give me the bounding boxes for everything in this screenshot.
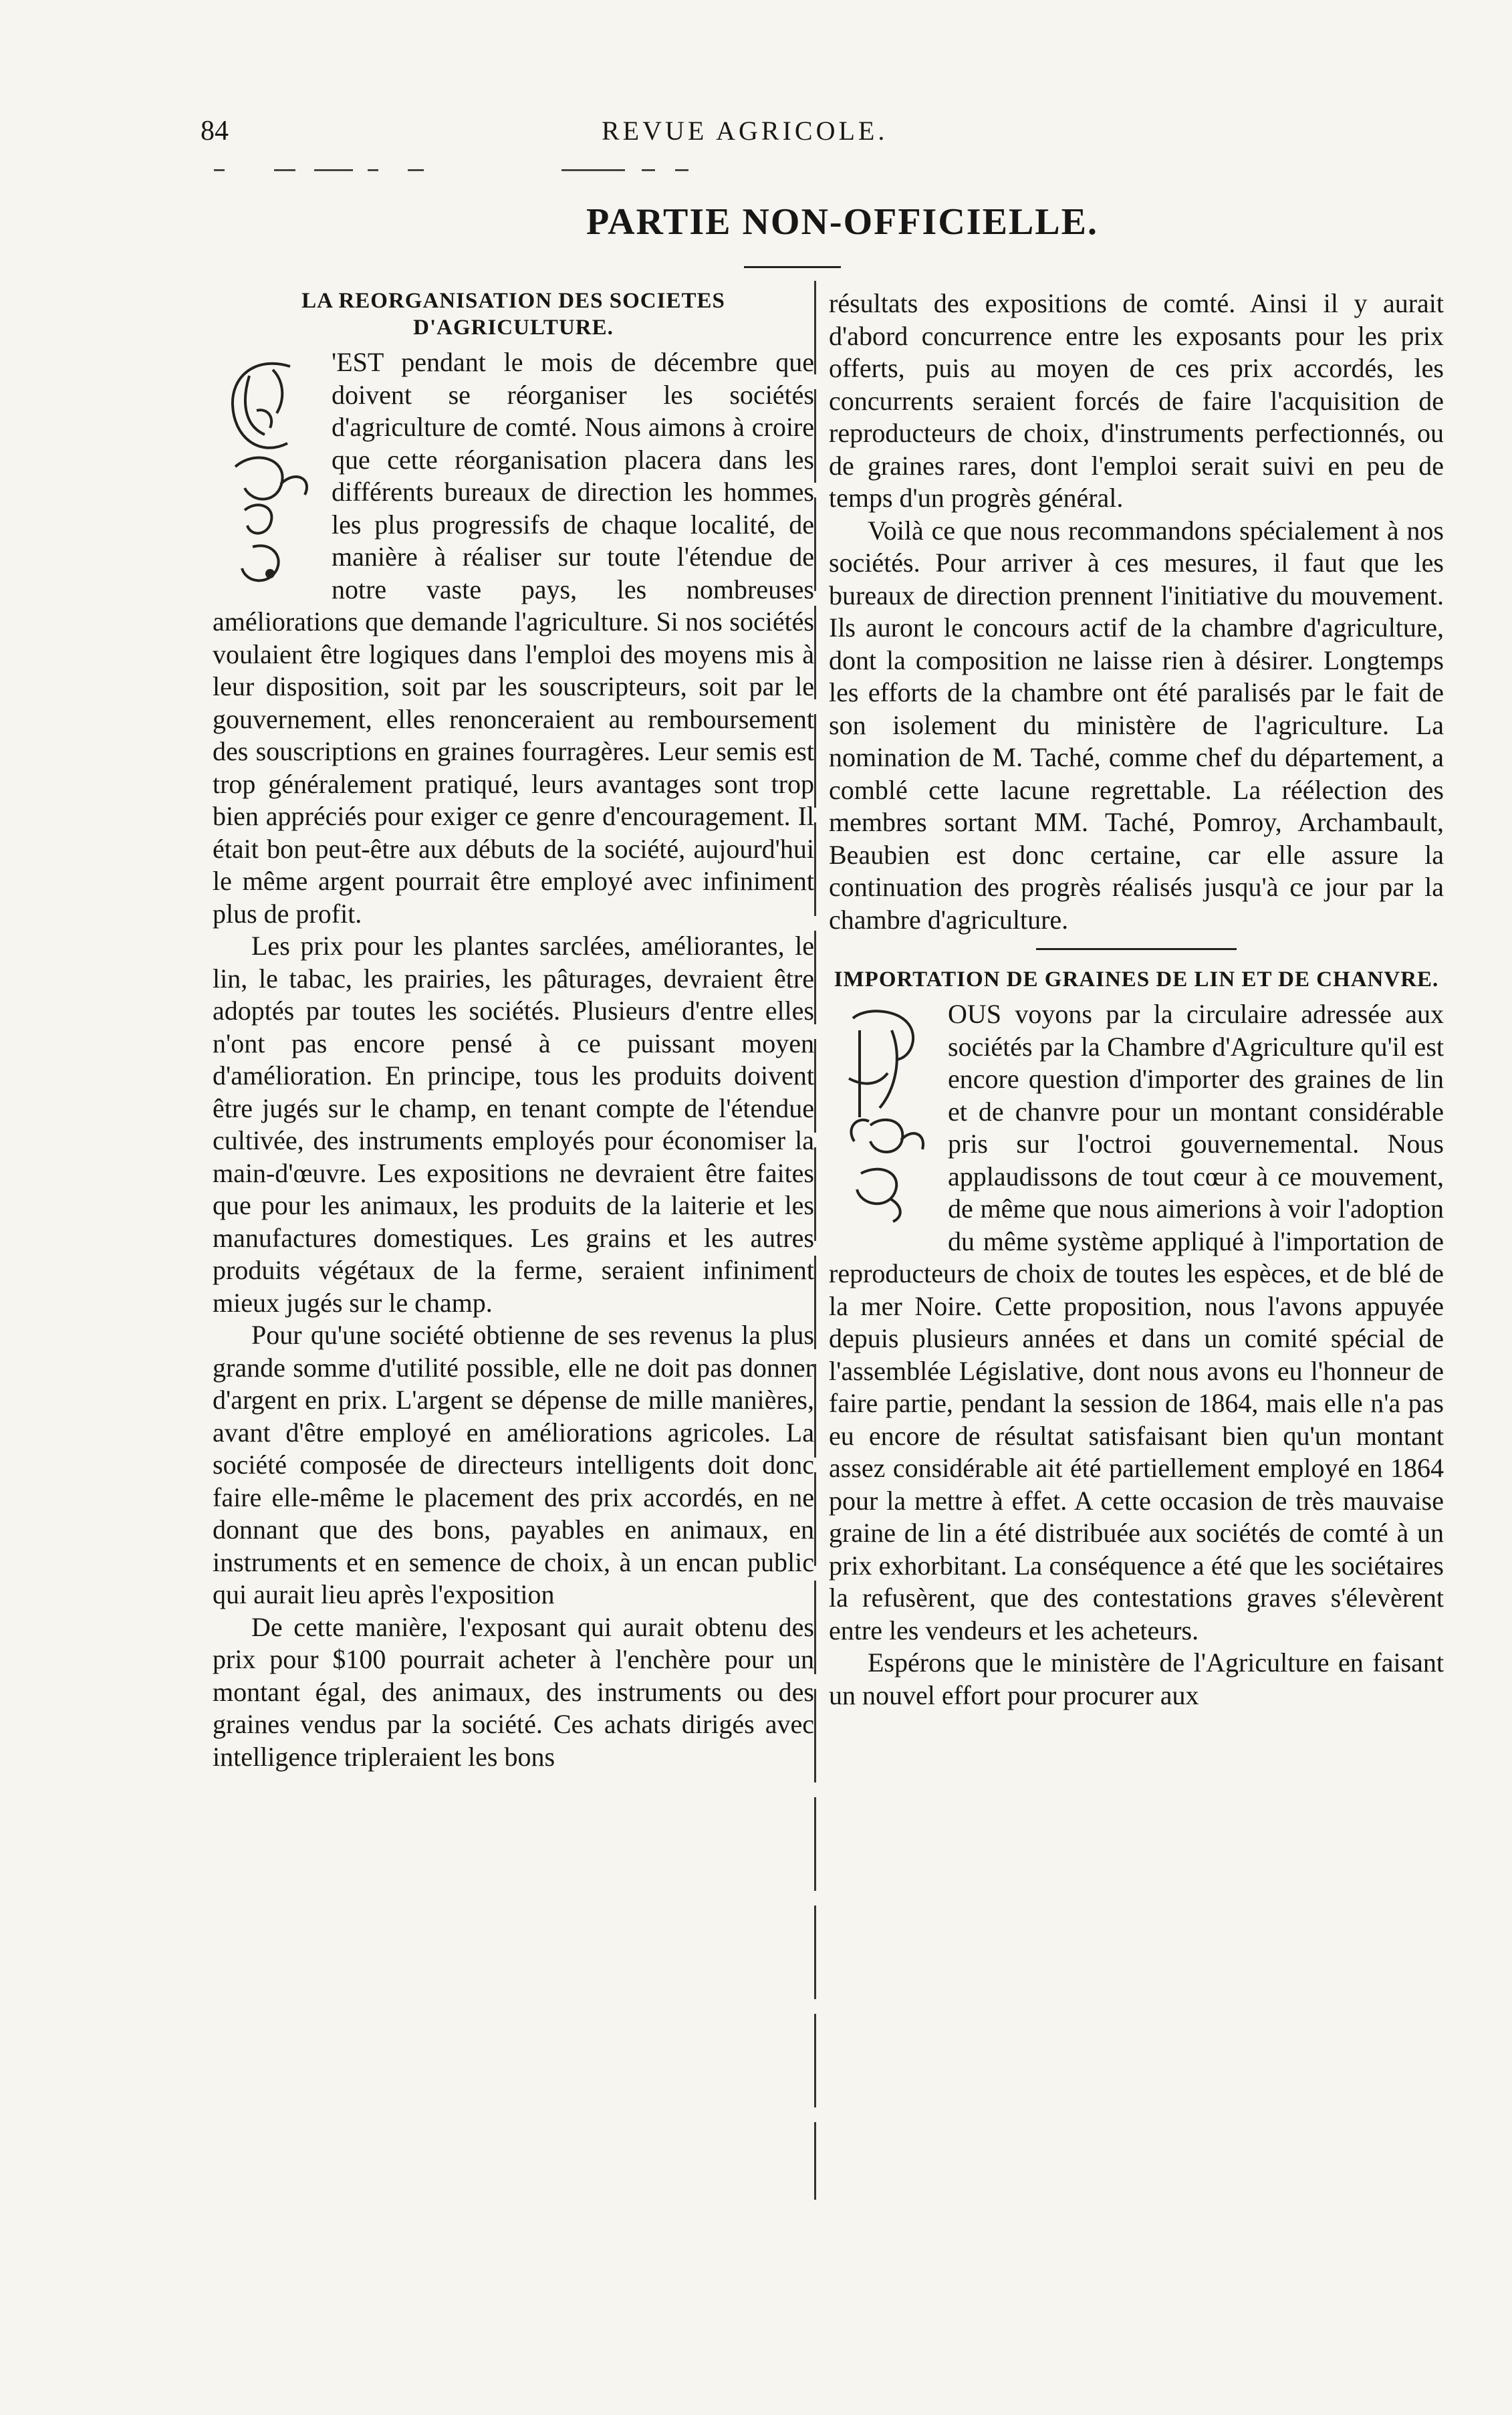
decorative-initial-c-icon xyxy=(213,346,320,600)
left-paragraph-2: Les prix pour les plantes sarclées, améliorantes, le lin, le tabac, les prairies, les pâturages, devraient être adoptés par toutes les sociétés. Plusieurs d'entre elles n'ont pas encore pensé à ce puissant moyen d'amélioration. En principe, tous les produits doivent être jugés sur le champ, en tenant compte de l'étendue cultivée, des instruments employés pour économiser la main-d'œuvre. Les expositions ne devraient être faites que pour les animaux, les produits de la laiterie et les manufactures domestiques. Les grains et les autres produits végétaux de la ferme, seraient infiniment mieux jugés sur le champ. xyxy=(213,931,814,1318)
running-head xyxy=(201,115,1417,155)
left-paragraph-1 xyxy=(213,346,814,930)
left-column xyxy=(213,288,814,1773)
decorative-initial-n-icon xyxy=(829,998,936,1226)
right-column xyxy=(829,288,1444,1712)
left-article-heading: LA REORGANISATION DES SOCIETES D'AGRICULTURE. xyxy=(301,289,725,340)
page-title: PARTIE NON-OFFICIELLE. xyxy=(586,201,1098,243)
right-paragraph-3-text: OUS voyons par la circulaire adressée aux sociétés par la Chambre d'Agriculture qu'il est encore question d'importer des graines de lin et de chanvre pour un montant considérable pris sur l'octroi gouvernemental. Nous applaudissons de tout cœur à ce mouvement, de même que nous aimerions à voir l'adoption du même système appliqué à l'importation de reproducteurs de choix de toutes les espèces, et de blé de la mer Noire. Cette proposition, nous l'avons appuyée depuis plusieurs années et dans un comité spécial de l'assemblée Législative, dont nous avons eu l'honneur de faire partie, pendant la session de 1864, mais elle n'a pas eu encore de résultat satisfaisant bien qu'un montant assez considérable ait été partiellement employé en 1864 pour la mettre à effet. A cette occasion de très mauvaise graine de lin a été distribuée aux sociétés de comté à un prix exhorbitant. La conséquence a été que les sociétaires la refusèrent, que des contestations graves s'élevèrent entre les vendeurs et les acheteurs. xyxy=(829,999,1444,1645)
title-rule xyxy=(744,266,841,268)
left-paragraph-3: Pour qu'une société obtienne de ses revenus la plus grande somme d'utilité possible, elle ne doit pas donner d'argent en prix. L'argent se dépense de mille manières, avant d'être employé en améliorations agricoles. La société composée de directeurs intelligents doit donc faire elle-même le placement des prix accordés, en ne donnant que des bons, payables en animaux, en instruments et en semence de choix, à un encan public qui aurait lieu après l'exposition xyxy=(213,1320,814,1609)
right-paragraph-3 xyxy=(829,998,1444,1647)
left-paragraph-1-text: 'EST pendant le mois de décembre que doivent se réorganiser les sociétés d'agriculture de comté. Nous aimons à croire que cette réorganisation placera dans les différents bureaux de direction les hommes les plus progressifs de chaque localité, de manière à réaliser sur toute l'étendue de notre vaste pays, les nombreuses améliorations que demande l'agriculture. Si nos sociétés voulaient être logiques dans l'emploi des moyens mis à leur disposition, soit par les souscripteurs, soit par le gouvernement, elles renonceraient au remboursement des souscriptions en graines fourragères. Leur semis est trop généralement pratiqué, leurs avantages sont trop bien appréciés pour exiger ce genre d'encouragement. Il était bon peut-être aux débuts de la société, aujourd'hui le même argent pourrait être employé avec infiniment plus de profit. xyxy=(213,347,814,929)
column-divider xyxy=(814,281,816,2200)
left-paragraph-4: De cette manière, l'exposant qui aurait obtenu des prix pour $100 pourrait acheter à l'enchère pour un montant égal, des animaux, des instruments ou des graines vendus par la société. Ces achats dirigés avec intelligence tripleraient les bons xyxy=(213,1611,814,1772)
right-paragraph-4: Espérons que le ministère de l'Agriculture en faisant un nouvel effort pour procurer aux xyxy=(829,1647,1444,1710)
journal-title: REVUE AGRICOLE. xyxy=(602,116,888,146)
section-rule xyxy=(1036,948,1237,950)
right-paragraph-1: résultats des expositions de comté. Ainsi il y aurait d'abord concurrence entre les exposants pour les prix offerts, puis au moyen de ces prix accordés, les concurrents seraient forcés de faire l'acquisition de reproducteurs de choix, d'instruments perfectionnés, ou de graines rares, dont l'emploi serait suivi en peu de temps d'un progrès général. xyxy=(829,288,1444,513)
right-article-heading: IMPORTATION DE GRAINES DE LIN ET DE CHANVRE. xyxy=(834,967,1439,992)
ornamental-dash-strip xyxy=(214,167,722,172)
page-number: 84 xyxy=(201,116,229,146)
right-paragraph-2: Voilà ce que nous recommandons spécialement à nos sociétés. Pour arriver à ces mesures, il faut que les bureaux de direction prennent l'initiative du mouvement. Ils auront le concours actif de la chambre d'agriculture, dont la composition ne laisse rien à désirer. Longtemps les efforts de la chambre ont été paralisés par le fait de son isolement du ministère de l'agriculture. La nomination de M. Taché, comme chef du département, a comblé cette lacune regrettable. La réélection des membres sortant MM. Taché, Pomroy, Archambault, Beaubien est donc certaine, car elle assure la continuation des progrès réalisés jusqu'à ce jour par la chambre d'agriculture. xyxy=(829,515,1444,935)
